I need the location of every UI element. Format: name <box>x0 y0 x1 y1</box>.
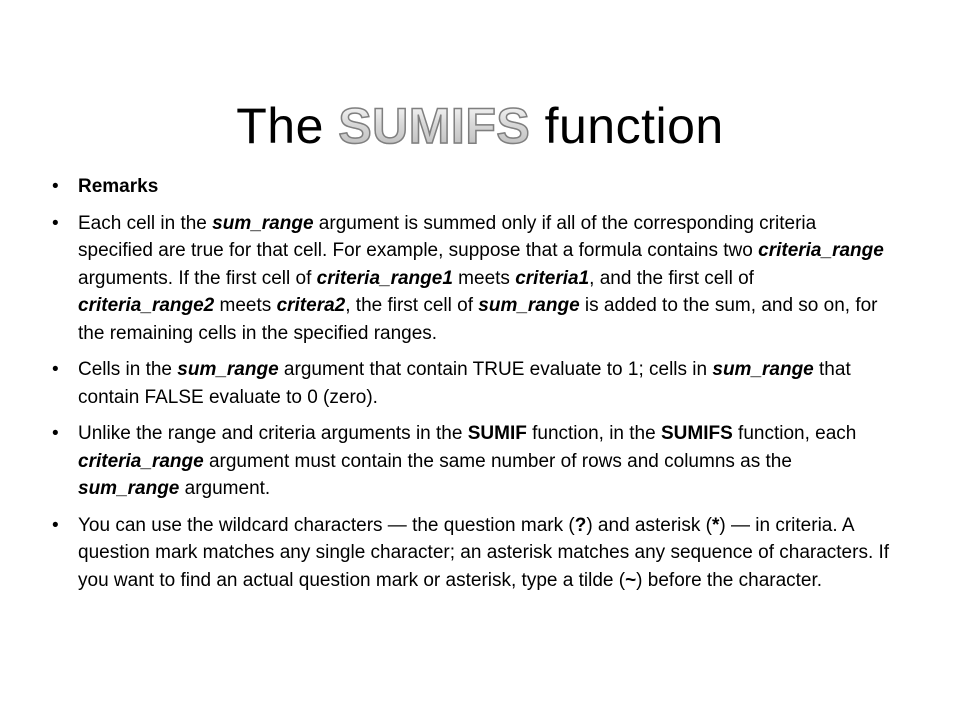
text-run: argument that contain TRUE evaluate to 1; cells in <box>278 359 713 380</box>
bullet-text <box>78 420 890 503</box>
slide-title <box>0 86 960 166</box>
text-run: function, each <box>732 423 857 444</box>
argument-name: criteria_range <box>758 240 884 261</box>
text-run: meets <box>452 267 516 289</box>
bullet-item <box>50 210 890 348</box>
bold-text: ? <box>574 514 587 536</box>
bold-text: * <box>711 514 720 536</box>
argument-name: criteria_range <box>78 450 204 472</box>
argument-name: sum_range <box>212 212 314 234</box>
text-run: ) before the character. <box>636 569 823 591</box>
bullet-item <box>50 512 890 595</box>
text-run: is added to the sum, and so on, for the remaining cells in the specified ranges. <box>78 295 878 344</box>
text-run: Each cell in the <box>78 212 213 234</box>
text-run: Cells in the <box>78 359 178 380</box>
text-run: , and the first cell of <box>589 267 754 289</box>
bullet-dot-icon: • <box>52 176 59 197</box>
text-run: meets <box>214 295 277 316</box>
bullet-item <box>50 420 890 503</box>
bullet-dot-icon: • <box>52 212 59 234</box>
text-run: argument. <box>179 478 271 499</box>
text-run: arguments. If the first cell of <box>78 267 317 289</box>
title-prefix: The <box>236 97 339 154</box>
bullet-list <box>50 173 890 603</box>
text-run: that contain FALSE evaluate to 0 (zero). <box>78 359 851 408</box>
argument-name: sum_range <box>177 359 279 380</box>
argument-name: critera2 <box>276 295 346 316</box>
bullet-dot-icon: • <box>52 359 59 380</box>
text-run: argument must contain the same number of rows and columns as the <box>203 450 792 472</box>
bullet-text <box>78 210 890 348</box>
bold-text: Remarks <box>78 176 159 197</box>
text-run: Unlike the range and criteria arguments in the <box>78 423 468 444</box>
argument-name: criteria_range2 <box>78 295 215 316</box>
title-suffix: function <box>530 97 724 154</box>
text-run: You can use the wildcard characters — the question mark ( <box>78 514 575 536</box>
bullet-text <box>78 512 890 595</box>
bullet-dot-icon: • <box>52 514 59 536</box>
title-highlight-word: SUMIFS <box>338 97 531 154</box>
bullet-dot-icon: • <box>52 423 59 444</box>
argument-name: criteria1 <box>515 267 590 289</box>
bullet-item <box>50 173 890 201</box>
text-run: , the first cell of <box>345 295 479 316</box>
bullet-text <box>78 356 890 411</box>
text-run: argument is summed only if all of the corresponding criteria specified are true for that cell. For example, suppose that a formula contains two <box>78 212 817 261</box>
argument-name: criteria_range1 <box>316 267 453 289</box>
argument-name: sum_range <box>712 359 814 380</box>
bold-text: SUMIF <box>467 423 527 444</box>
text-run: ) and asterisk ( <box>586 514 712 536</box>
text-run: ) — in criteria. A question mark matches any single character; an asterisk matches any sequence of characters. If you want to find an actual question mark or asterisk, type a tilde ( <box>78 514 890 591</box>
text-run: function, in the <box>526 423 661 444</box>
bold-text: ~ <box>625 569 637 591</box>
argument-name: sum_range <box>78 478 180 499</box>
bold-text: SUMIFS <box>660 423 733 444</box>
bullet-item <box>50 356 890 411</box>
argument-name: sum_range <box>478 295 580 316</box>
bullet-text <box>78 173 890 201</box>
